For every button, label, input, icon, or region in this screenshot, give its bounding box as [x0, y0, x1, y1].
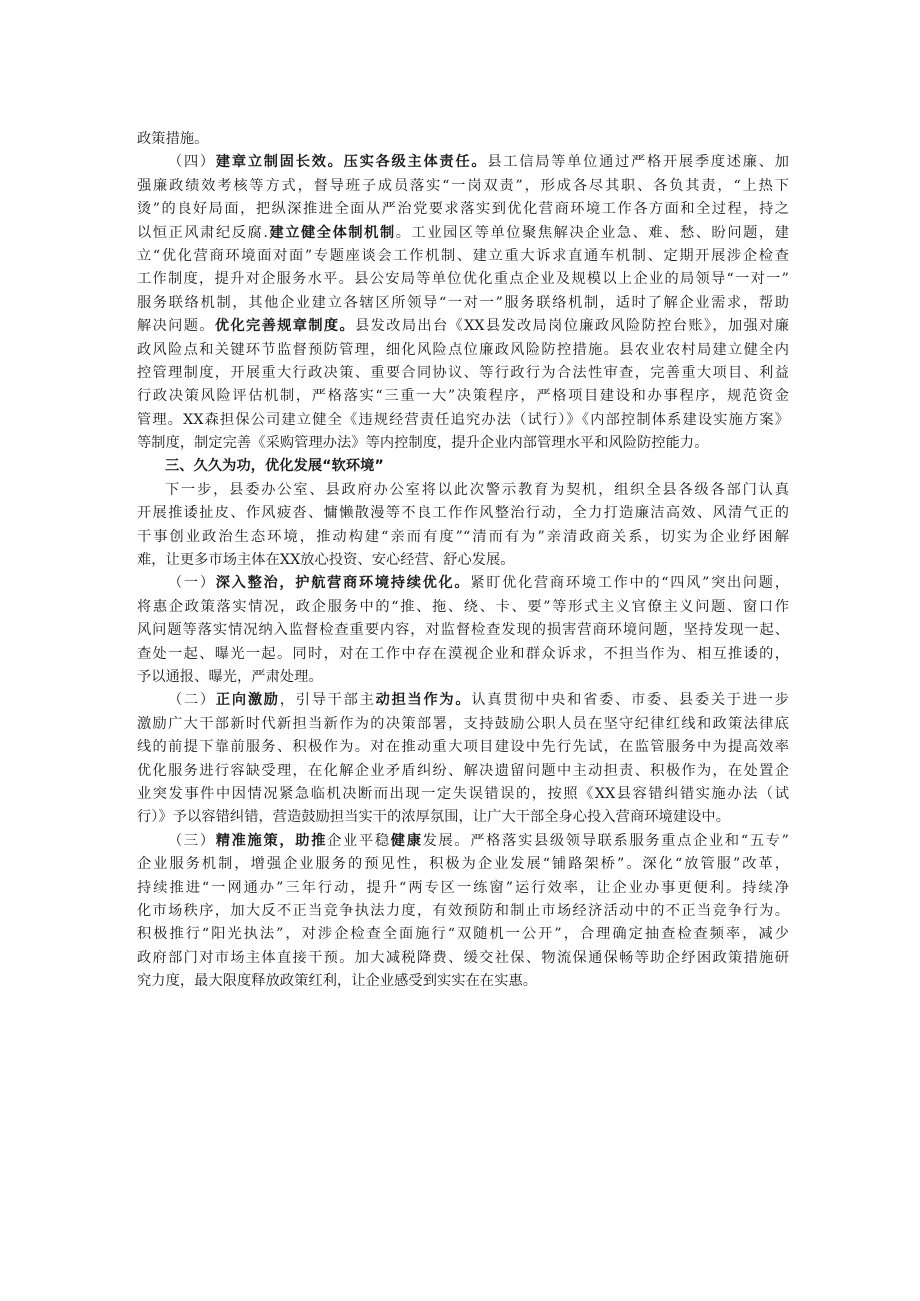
item-number: （一） — [168, 575, 216, 592]
item-number: （二） — [168, 692, 216, 709]
paragraph-line: 查处一起、曝光一起。同时，对在工作中存在漠视企业和群众诉求，不担当作为、相互推诿的， — [137, 645, 789, 662]
bold-heading: 建立健全体制机制 — [267, 224, 396, 241]
paragraph-line: 管理。XX森担保公司建立健全《违规经营责任追究办法（试行）》《内部控制体系建设实施方案》 — [137, 411, 789, 428]
paragraph-3 — [137, 830, 789, 994]
paragraph-line: 服务联络机制，其他企业建立各辖区所领导“一对一”服务联络机制，适时了解企业需求，帮助 — [137, 294, 789, 311]
bold-heading: 建章立制固长效。压实各级主体责任。 — [215, 154, 488, 171]
section-heading: 三、久久为功，优化发展“软环境” — [165, 458, 384, 475]
paragraph-line: 烫”的良好局面，把纵深推进全面从严治党要求落实到优化营商环境工作各方面和全过程，持之 — [137, 201, 789, 218]
bold-heading: 深入整治，护航营商环境持续优化。 — [215, 575, 471, 592]
paragraph-line: 强廉政绩效考核等方式，督导班子成员落实“一岗双责”，形成各尽其职、各负其责，“上热下 — [137, 177, 789, 194]
paragraph-line — [137, 572, 789, 595]
paragraph-line: 究力度，最大限度释放政策红利，让企业感受到实实在在实惠。 — [137, 973, 538, 990]
paragraph-line: 积极推行“阳光执法”，对涉企检查全面施行“双随机一公开”，合理确定抽查检查频率，减少 — [137, 926, 789, 943]
paragraph-line: 持续推进“一网通办”三年行动，提升“两专区一练窗”运行效率，让企业办事更便利。持续净 — [137, 879, 789, 896]
paragraph-line: 等制度，制定完善《采购管理办法》等内控制度，提升企业内部管理水平和风险防控能力。 — [137, 435, 709, 452]
paragraph-line — [137, 689, 789, 712]
paragraph-line — [137, 151, 789, 174]
paragraph-line: 政风险点和关键环节监督预防管理，细化风险点位廉政风险防控措施。县农业农村局建立健全内 — [137, 341, 789, 358]
bold-heading: 正向激励 — [215, 692, 280, 709]
text-run: 政策措施。 — [137, 131, 209, 147]
paragraph-line: 干事创业政治生态环境，推动构建“亲而有度”“清而有为”亲清政商关系，切实为企业纾困解 — [137, 528, 789, 545]
paragraph-line: 激励广大干部新时代新担当新作为的决策部署，支持鼓励公职人员在坚守纪律红线和政策法律底 — [137, 715, 789, 732]
text-run: 县发改局出台《XX县发改局岗位廉政风险防控台账》，加强对廉 — [355, 318, 789, 335]
paragraph-line: 政府部门对市场主体直接干预。加大减税降费、缓交社保、物流保通保畅等助企纾困政策措施研 — [137, 949, 789, 966]
paragraph-line: 线的前提下靠前服务、积极作为。对在推动重大项目建设中先行先试，在监管服务中为提高效率 — [137, 739, 789, 756]
paragraph-4 — [137, 151, 789, 455]
text-run: 县工信局等单位通过严格开展季度述廉、加 — [487, 154, 789, 171]
text-run: 以恒正风肃纪反腐. — [137, 224, 268, 241]
paragraph-line: 化市场秩序，加大反不正当竞争执法力度，有效预防和制止市场经济活动中的不正当竞争行为。 — [137, 902, 789, 919]
paragraph-line — [137, 128, 789, 151]
text-run: 。工业园区等单位聚焦解决企业急、难、愁、盼问题，建 — [395, 224, 789, 241]
text-run: 紧盯优化营商环境工作中的“四风”突出问题， — [470, 575, 789, 592]
paragraph-line — [137, 315, 789, 338]
text-run: 企业平稳 — [327, 832, 391, 849]
paragraph-line — [137, 222, 789, 245]
text-run: 解决问题。 — [137, 318, 215, 335]
text-run: 认真贯彻中央和省委、市委、县委关于进一步 — [471, 692, 789, 709]
paragraph-line — [137, 830, 789, 853]
paragraph-2 — [137, 689, 789, 829]
bold-heading: 优化完善规章制度。 — [214, 318, 356, 335]
text-run: 严格落实县级领导联系服务重点企业和“五专” — [470, 832, 789, 849]
paragraph-line: 企业服务机制，增强企业服务的预见性，积极为企业发展“铺路架桥”。深化“放管服”改革， — [137, 856, 789, 873]
paragraph-intro — [137, 479, 789, 573]
document-page — [137, 128, 789, 993]
bold-heading: 精准施策，助推 — [215, 832, 328, 849]
paragraph-line: 业突发事件中因情况紧急临机决断而出现一定失误错误的，按照《XX县容错纠错实施办法（试 — [137, 785, 789, 802]
paragraph-line: 下一步，县委办公室、县政府办公室将以此次警示教育为契机，组织全县各级各部门认真 — [165, 481, 789, 498]
item-number: （三） — [168, 832, 216, 849]
paragraph-line: 优化服务进行容缺受理，在化解企业矛盾纠纷、解决遗留问题中主动担责、积极作为，在处置企 — [137, 762, 789, 779]
paragraph-line: 予以通报、曝光，严肃处理。 — [137, 668, 323, 685]
paragraph-line: 难，让更多市场主体在XX放心投资、安心经营、舒心发展。 — [137, 552, 515, 569]
paragraph-line: 行政决策风险评估机制，严格落实“三重一大”决策程序，严格项目建设和办事程序，规范资金 — [137, 388, 789, 405]
paragraph-line: 控管理制度，开展重大行政决策、重要合同协议、等行政行为合法性审查，完善重大项目、利益 — [137, 364, 789, 381]
bold-heading: 动担当作为。 — [375, 692, 472, 709]
paragraph-line: 开展推诿扯皮、作风疲沓、慵懒散漫等不良工作作风整治行动，全力打造廉洁高效、风清气正的 — [137, 505, 789, 522]
item-number: （四） — [168, 154, 216, 171]
text-run: 发展。 — [422, 832, 471, 849]
paragraph-line: 行）》予以容错纠错，营造鼓励担当实干的浓厚氛围，让广大干部全身心投入营商环境建设中。 — [137, 809, 730, 826]
paragraph-line: 风问题等落实情况纳入监督检查重要内容，对监督检查发现的损害营商环境问题，坚持发现一起、 — [137, 622, 789, 639]
text-run: ，引导干部主 — [279, 692, 376, 709]
paragraph-line: 将惠企政策落实情况，政企服务中的“推、拖、绕、卡、要”等形式主义官僚主义问题、窗口作 — [137, 598, 789, 615]
paragraph-1 — [137, 572, 789, 689]
paragraph-line: 工作制度，提升对企服务水平。县公安局等单位优化重点企业及规模以上企业的局领导“一对一” — [137, 271, 789, 288]
bold-heading: 健康 — [390, 832, 423, 849]
paragraph-line: 立“优化营商环境面对面”专题座谈会工作机制、建立重大诉求直通车机制、定期开展涉企检查 — [137, 247, 789, 264]
